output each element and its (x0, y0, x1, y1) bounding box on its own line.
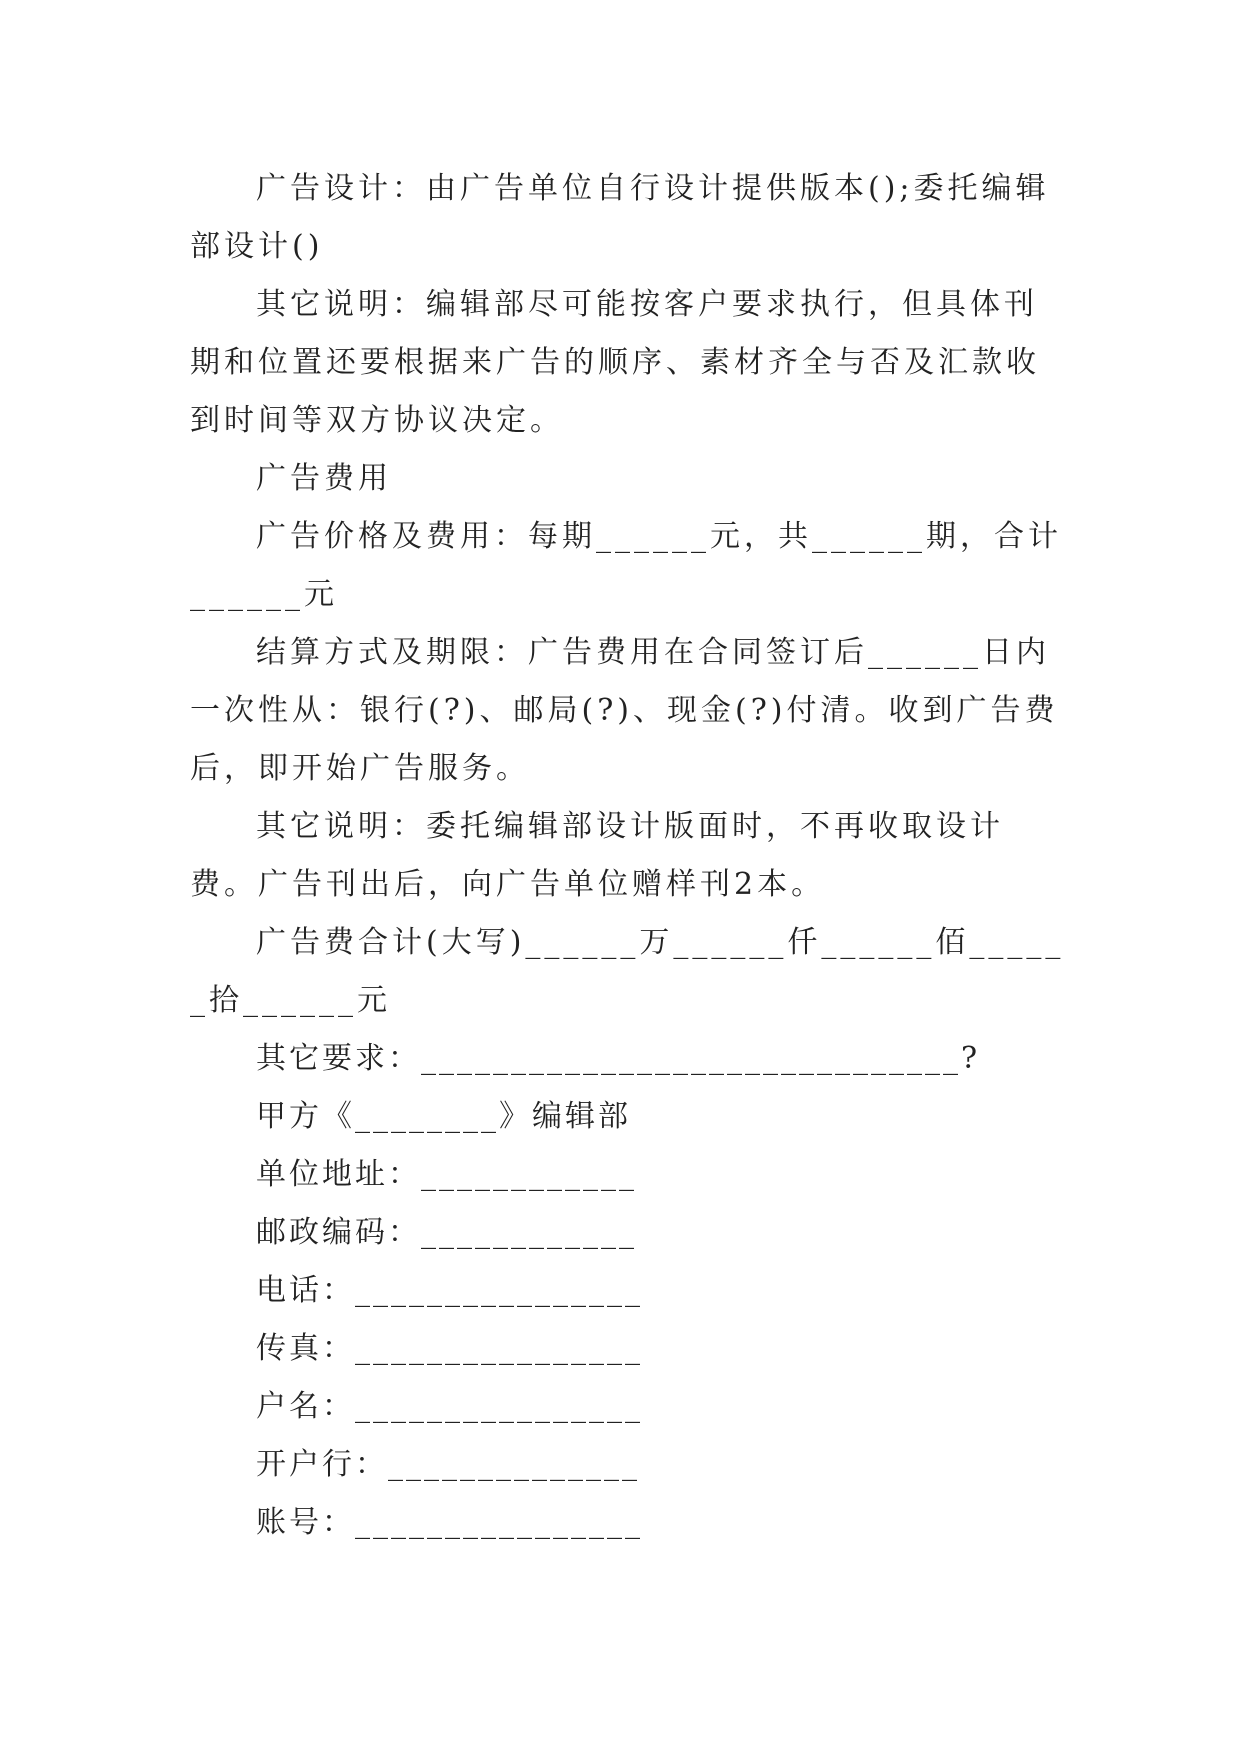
unit-address-line: 单位地址：____________ (256, 1157, 637, 1192)
other-requirements-line: 其它要求：______________________________? (256, 1041, 981, 1076)
ad-design-paragraph: 广告设计：由广告单位自行设计提供版本();委托编辑部设计() (190, 171, 1050, 264)
ad-fee-heading: 广告费用 (256, 461, 392, 496)
party-a-line: 甲方《________》编辑部 (256, 1099, 631, 1134)
other-notes-paragraph: 其它说明：编辑部尽可能按客户要求执行，但具体刊期和位置还要根据来广告的顺序、素材齐全与否及汇款收到时间等双方协议决定。 (190, 287, 1040, 438)
ad-price-paragraph: 广告价格及费用：每期______元，共______期，合计______元 (190, 519, 1062, 612)
design-fee-note-paragraph: 其它说明：委托编辑部设计版面时，不再收取设计费。广告刊出后，向广告单位赠样刊2本。 (190, 809, 1004, 902)
fax-line: 传真：________________ (256, 1331, 643, 1366)
postal-code-line: 邮政编码：____________ (256, 1215, 637, 1250)
fee-total-uppercase-paragraph: 广告费合计(大写)______万______仟______佰______拾______元 (190, 925, 1065, 1018)
settlement-paragraph: 结算方式及期限：广告费用在合同签订后______日内一次性从：银行(?)、邮局(?)、现金(?)付清。收到广告费后，即开始广告服务。 (190, 635, 1059, 786)
account-number-line: 账号：________________ (256, 1505, 643, 1540)
bank-line: 开户行：______________ (256, 1447, 640, 1482)
account-name-line: 户名：________________ (256, 1389, 643, 1424)
document-page (190, 160, 1070, 1552)
phone-line: 电话：________________ (256, 1273, 643, 1308)
